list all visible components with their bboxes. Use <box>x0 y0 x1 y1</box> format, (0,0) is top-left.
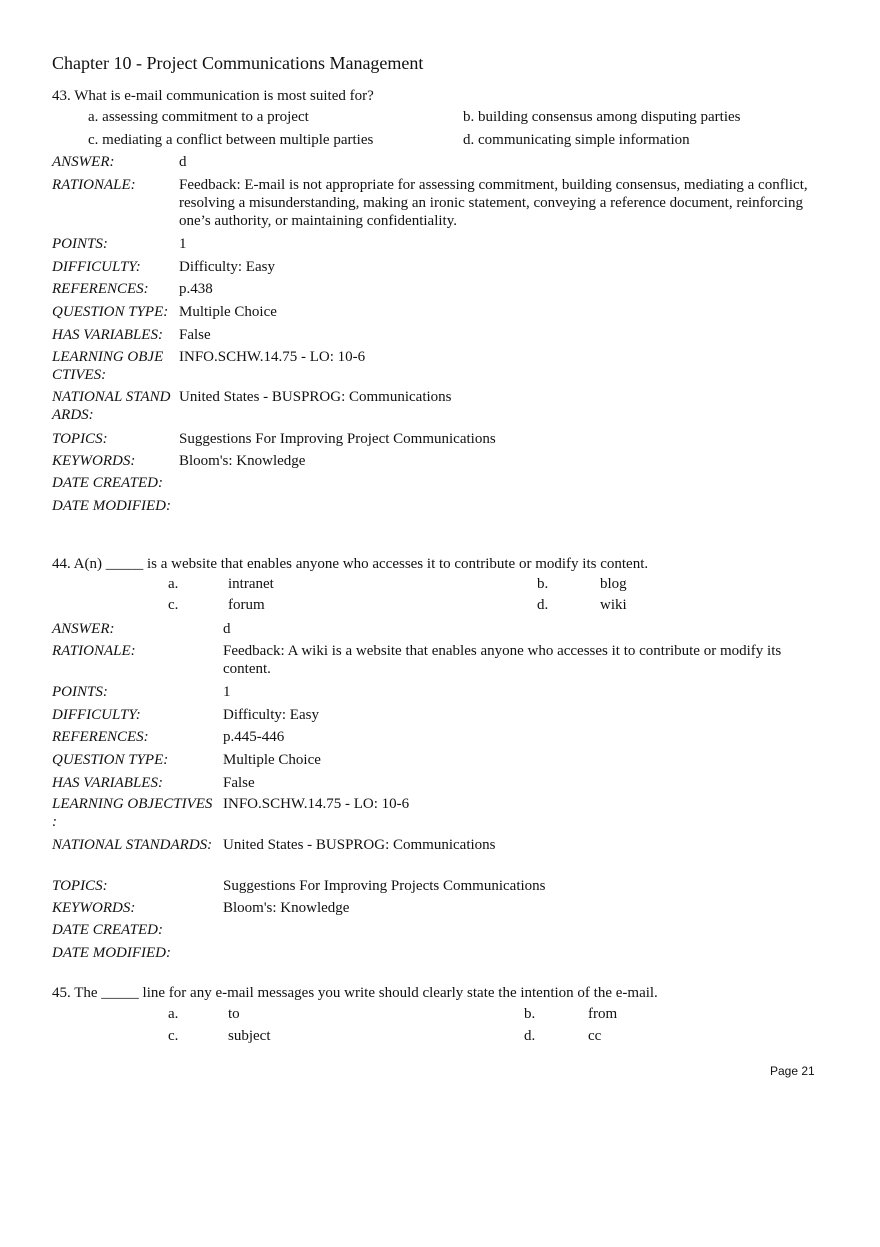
q43-date-created-label: DATE CREATED: <box>52 475 163 491</box>
q44-difficulty-value: Difficulty: Easy <box>223 707 319 723</box>
q43-learning-objectives-value: INFO.SCHW.14.75 - LO: 10-6 <box>179 349 366 365</box>
q44-option-d-text: wiki <box>600 597 627 613</box>
q44-option-d-letter: d. <box>537 597 549 613</box>
q45-option-c-letter: c. <box>168 1028 179 1044</box>
q44-points-label: POINTS: <box>52 684 108 700</box>
q44-keywords-value: Bloom's: Knowledge <box>223 900 350 916</box>
q43-national-standards-value: United States - BUSPROG: Communications <box>179 389 452 405</box>
q43-topics-value: Suggestions For Improving Project Communications <box>179 431 496 447</box>
q45-option-b-text: from <box>588 1006 618 1022</box>
q44-date-created-label: DATE CREATED: <box>52 922 163 938</box>
q44-learning-objectives-value: INFO.SCHW.14.75 - LO: 10-6 <box>223 796 410 812</box>
q43-question-type-value: Multiple Choice <box>179 304 277 320</box>
q43-national-standards-label-cont: ARDS: <box>52 407 94 423</box>
q43-option-b: b. building consensus among disputing parties <box>463 109 741 125</box>
q44-option-b-letter: b. <box>537 576 549 592</box>
q44-option-b-text: blog <box>600 576 627 592</box>
q45-option-a-letter: a. <box>168 1006 179 1022</box>
q43-question: 43. What is e-mail communication is most suited for? <box>52 88 374 104</box>
q43-option-c: c. mediating a conflict between multiple parties <box>88 132 374 148</box>
q45-option-d-text: cc <box>588 1028 602 1044</box>
q44-option-a-letter: a. <box>168 576 179 592</box>
q43-references-label: REFERENCES: <box>52 281 149 297</box>
q44-answer-value: d <box>223 621 231 637</box>
q44-question-type-label: QUESTION TYPE: <box>52 752 169 768</box>
q43-has-variables-label: HAS VARIABLES: <box>52 327 163 343</box>
q44-rationale-label: RATIONALE: <box>52 643 136 659</box>
q44-topics-value: Suggestions For Improving Projects Communications <box>223 878 546 894</box>
q43-answer-value: d <box>179 154 187 170</box>
q45-option-c-text: subject <box>228 1028 271 1044</box>
q44-references-value: p.445-446 <box>223 729 285 745</box>
q44-learning-objectives-label-cont: : <box>52 814 57 830</box>
q44-references-label: REFERENCES: <box>52 729 149 745</box>
q44-option-c-letter: c. <box>168 597 179 613</box>
q44-topics-label: TOPICS: <box>52 878 108 894</box>
page-number: Page 21 <box>770 1064 815 1078</box>
q43-answer-label: ANSWER: <box>52 154 115 170</box>
q44-question: 44. A(n) _____ is a website that enables anyone who accesses it to contribute or modify its content. <box>52 556 649 572</box>
q43-learning-objectives-label: LEARNING OBJE <box>52 349 164 365</box>
q43-date-modified-label: DATE MODIFIED: <box>52 498 171 514</box>
q43-difficulty-value: Difficulty: Easy <box>179 259 275 275</box>
q44-answer-label: ANSWER: <box>52 621 115 637</box>
q44-date-modified-label: DATE MODIFIED: <box>52 945 171 961</box>
q45-question: 45. The _____ line for any e-mail messages you write should clearly state the intention of the e-mail. <box>52 985 658 1001</box>
q44-learning-objectives-label: LEARNING OBJECTIVES <box>52 796 213 812</box>
q44-rationale-value: Feedback: A wiki is a website that enables anyone who accesses it to contribute or modify its content. <box>223 643 782 677</box>
q43-national-standards-label: NATIONAL STAND <box>52 389 171 405</box>
q43-references-value: p.438 <box>179 281 213 297</box>
q43-difficulty-label: DIFFICULTY: <box>52 259 141 275</box>
q44-difficulty-label: DIFFICULTY: <box>52 707 141 723</box>
q43-question-type-label: QUESTION TYPE: <box>52 304 169 320</box>
q44-has-variables-label: HAS VARIABLES: <box>52 775 163 791</box>
q44-option-a-text: intranet <box>228 576 274 592</box>
q44-option-c-text: forum <box>228 597 265 613</box>
q43-has-variables-value: False <box>179 327 211 343</box>
q43-points-value: 1 <box>179 236 187 252</box>
q44-has-variables-value: False <box>223 775 255 791</box>
q43-rationale-value: Feedback: E-mail is not appropriate for assessing commitment, building consensus, mediating a conflict, resolving a misunderstanding, making an ironic statement, conveying a reference document, reinforcing one’s authority, or maintaining confidentiality. <box>179 177 808 229</box>
q43-option-a: a. assessing commitment to a project <box>88 109 309 125</box>
q44-question-type-value: Multiple Choice <box>223 752 321 768</box>
q45-option-b-letter: b. <box>524 1006 536 1022</box>
q44-national-standards-label: NATIONAL STANDARDS: <box>52 837 213 853</box>
q43-rationale-label: RATIONALE: <box>52 177 136 193</box>
q44-national-standards-value: United States - BUSPROG: Communications <box>223 837 496 853</box>
q43-points-label: POINTS: <box>52 236 108 252</box>
q43-learning-objectives-label-cont: CTIVES: <box>52 367 107 383</box>
q43-topics-label: TOPICS: <box>52 431 108 447</box>
q43-keywords-label: KEYWORDS: <box>52 453 136 469</box>
q43-keywords-value: Bloom's: Knowledge <box>179 453 306 469</box>
q45-option-d-letter: d. <box>524 1028 536 1044</box>
q43-option-d: d. communicating simple information <box>463 132 690 148</box>
q45-option-a-text: to <box>228 1006 240 1022</box>
q44-keywords-label: KEYWORDS: <box>52 900 136 916</box>
q44-points-value: 1 <box>223 684 231 700</box>
chapter-title: Chapter 10 - Project Communications Management <box>52 53 424 73</box>
